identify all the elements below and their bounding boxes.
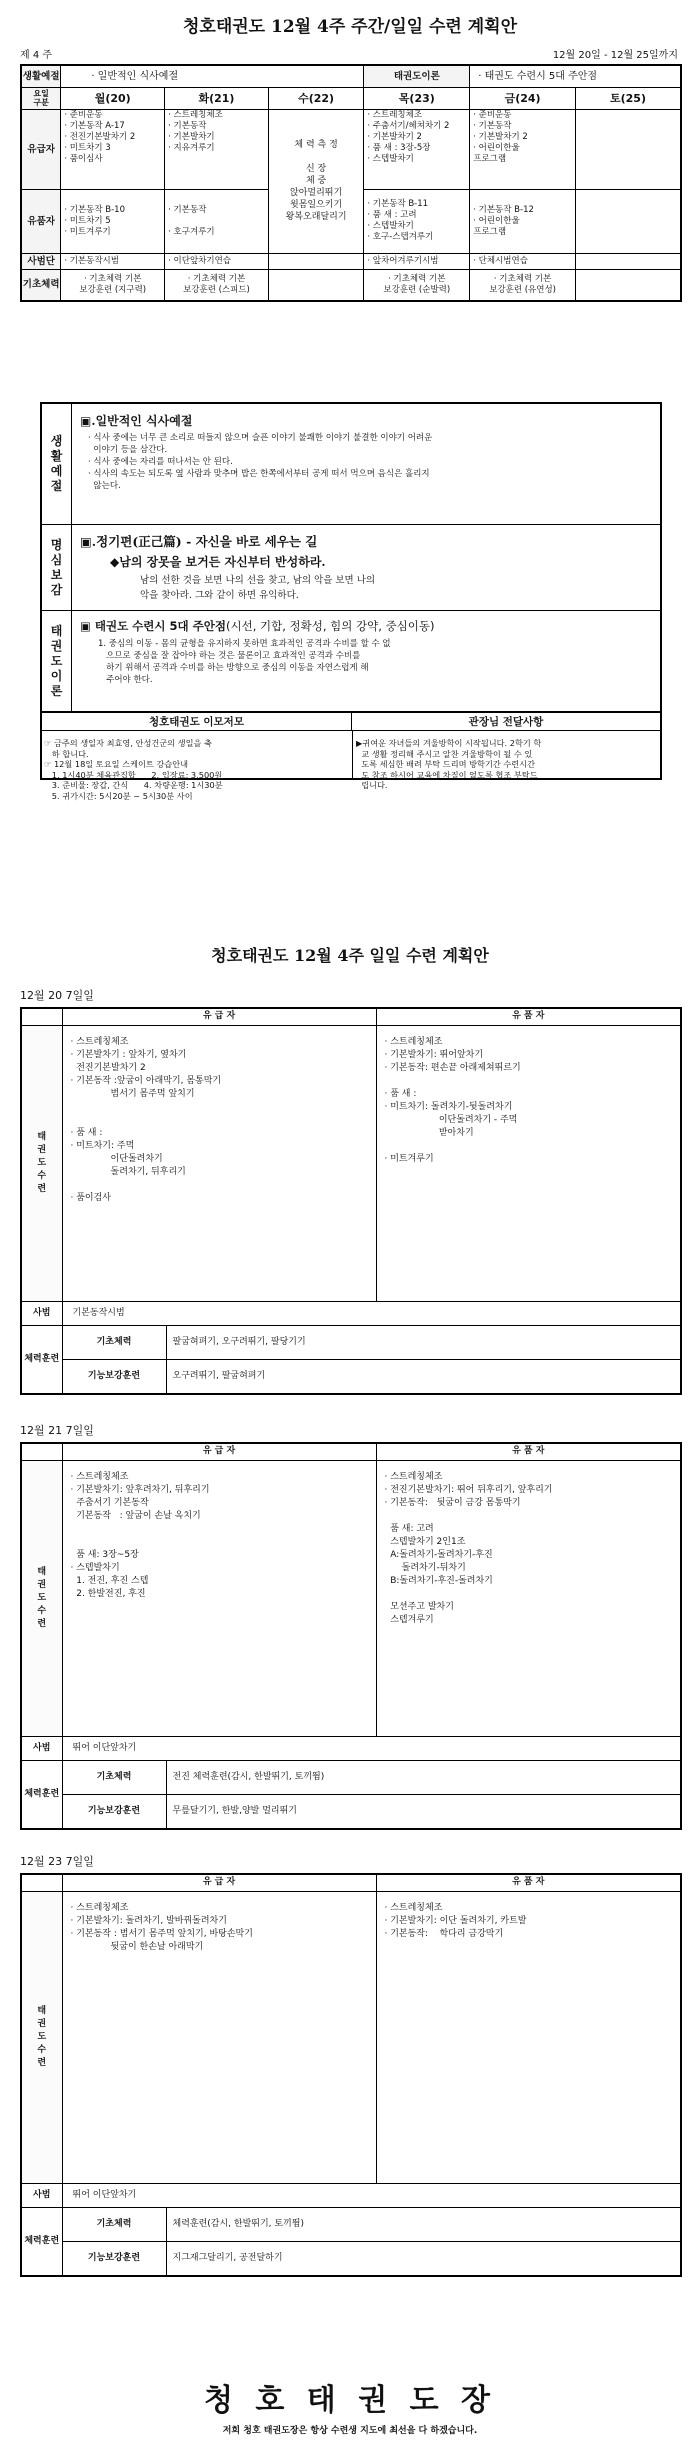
text-line: 립니다. xyxy=(356,780,388,790)
fitness-cell xyxy=(268,269,364,301)
theory-heading-line xyxy=(80,618,656,634)
text-line: 이야기 등을 삼간다. xyxy=(88,445,168,455)
etiquette-side-label-cell xyxy=(42,404,72,524)
dan-cell xyxy=(165,189,269,253)
education-box xyxy=(40,402,662,780)
theory-value: · 태권도 수련시 5대 주안점 xyxy=(470,65,681,87)
text-line: 주어야 한다. xyxy=(98,675,153,685)
youth-plan-cell xyxy=(62,1891,376,2183)
text-line: · 스트레칭체조 xyxy=(168,109,223,120)
day-header: 토(25) xyxy=(575,87,681,109)
text-line: · 미트차기 3 xyxy=(64,142,111,153)
ref-cell xyxy=(575,253,681,269)
text-line: · 품이검사 xyxy=(70,1192,111,1203)
text-line: · 스트레칭체조 xyxy=(70,1902,129,1913)
text-line: 련 xyxy=(37,1183,47,1194)
text-line: · 식사 중에는 자리를 떠나서는 안 된다. xyxy=(88,457,233,467)
day-date-label: 12월 21 7일일 xyxy=(20,1424,94,1437)
text-line: · 스트레칭체조 xyxy=(70,1036,129,1047)
text-line: 도록 세심한 배려 부탁 드리며 방학기간 수련시간 xyxy=(356,759,536,769)
text-line: 돌려차기-뒤차기 xyxy=(384,1562,466,1573)
text-line: ☞ 금주의 생일자 최효영, 안성건군의 생일을 축 xyxy=(44,738,212,748)
dan-cell xyxy=(364,189,470,253)
quote-side-label-cell xyxy=(42,525,72,610)
text-line: 주춤서기 기본동작 xyxy=(70,1497,149,1508)
text-line: · 기본동작 :앞굽이 아래막기, 몸통막기 xyxy=(70,1075,222,1086)
text-line xyxy=(377,1140,681,1153)
footer-slogan: 저희 청호 태권도장은 항상 수련생 지도에 최선을 다 하겠습니다. xyxy=(222,2426,478,2436)
ref-cell xyxy=(268,253,364,269)
text-line: 권 xyxy=(37,1144,47,1155)
quote-subheading: ◆남의 장못을 보거든 자신부터 반성하라. xyxy=(110,555,326,569)
fitness-cell: · 기초체력 기본 보강훈련 (지구력) xyxy=(61,269,165,301)
theory-heading-suffix: (시선, 기합, 정확성, 힘의 강약, 중심이동) xyxy=(225,619,435,633)
theory-side-label: 태권도이론 xyxy=(50,623,63,698)
fitness-row-value: 지그재그달리기, 공전달하기 xyxy=(166,2241,680,2275)
youth-column-header: 유 급 자 xyxy=(62,1875,376,1891)
quote-side-label: 명심보감 xyxy=(50,537,63,597)
text-line: · 기본동작: 뒷굽이 금강 몸통막기 xyxy=(384,1497,521,1508)
text-line xyxy=(63,1536,376,1549)
text-line: 2. 한발전진, 후진 xyxy=(70,1588,146,1599)
ref-side-label: 사범 xyxy=(22,1301,62,1325)
ref-plan-cell: 기본동작시범 xyxy=(62,1301,680,1325)
text-line: 체 중 xyxy=(305,176,327,186)
etiquette-lines xyxy=(80,432,656,492)
text-line: · 기본발차기 : 앞차기, 옆차기 xyxy=(70,1049,187,1060)
text-line: · 지유겨루기 xyxy=(168,142,215,153)
corner-bottom: 구분 xyxy=(33,98,49,107)
text-line: · 어린이한울 xyxy=(473,215,520,226)
dan-column-header: 유 품 자 xyxy=(376,1875,680,1891)
fitness-cell xyxy=(575,269,681,301)
text-line: A:돌려차기-돌려차기-후진 xyxy=(384,1549,493,1560)
dan-plan-cell xyxy=(376,1460,680,1736)
text-line: · 스트레칭체조 xyxy=(70,1471,129,1482)
etiquette-content xyxy=(80,412,656,492)
dan-plan-cell xyxy=(376,1025,680,1301)
ref-cell: · 기본동작시범 xyxy=(61,253,165,269)
text-line: · 준비운동 xyxy=(64,109,103,120)
text-line: 1. 중심의 이동 - 몸의 균형을 유지하지 못하면 효과적인 공격과 수비를 할 수 없 xyxy=(98,639,391,649)
text-line: 도 참조 하시어 교육에 차질이 없도록 협조 부탁드 xyxy=(356,769,538,780)
text-line: 모션주고 발차기 xyxy=(384,1601,454,1612)
text-line: 받아차기 xyxy=(384,1127,474,1138)
youth-column-header: 유 급 자 xyxy=(62,1009,376,1025)
fitness-row-label: 기초체력 xyxy=(21,269,61,301)
text-line: ▶귀여운 자녀들의 겨울방학이 시작됩니다. 2학기 학 xyxy=(356,738,542,748)
ref-plan-cell: 뛰어 이단앞차기 xyxy=(62,2183,680,2207)
day-date-label: 12월 23 7일일 xyxy=(20,1855,94,1868)
fitness-row-name: 기능보강훈련 xyxy=(62,2241,166,2275)
text-line: · 스트레칭체조 xyxy=(384,1036,443,1047)
ref-plan-cell: 뛰어 이단앞차기 xyxy=(62,1736,680,1760)
weekly-plan-table xyxy=(20,64,682,302)
corner-top: 요일 xyxy=(33,89,49,98)
day-date-label: 12월 20 7일일 xyxy=(20,989,94,1002)
text-line: 권 xyxy=(37,1579,47,1590)
text-line: 스텝발차기 2인1조 xyxy=(384,1536,466,1547)
text-line: · 품 새 : 고려 xyxy=(367,210,417,220)
text-line: 프로그램 xyxy=(473,153,507,164)
training-side-label xyxy=(22,1025,62,1301)
daily-plan-table xyxy=(20,1007,682,1395)
corner-cell xyxy=(21,87,61,109)
text-line: 도 xyxy=(37,2031,47,2042)
day-header: 금(24) xyxy=(470,87,576,109)
fitness-side-label: 체력훈련 xyxy=(22,1760,62,1828)
theory-label: 태권도이론 xyxy=(364,65,470,87)
divider xyxy=(352,731,353,778)
text-line: · 품이심사 xyxy=(64,153,103,164)
fitness-row-name: 기초체력 xyxy=(62,1325,166,1359)
youth-cell xyxy=(61,109,165,189)
text-line: · 미트겨루기 xyxy=(384,1153,434,1164)
divider xyxy=(42,524,660,525)
text-line: 왕복오래달리기 xyxy=(285,212,347,222)
divider xyxy=(42,610,660,611)
text-line xyxy=(165,216,268,227)
ref-cell: · 이단앞차기연습 xyxy=(165,253,269,269)
daily-title: 청호태권도 12월 4주 일일 수련 계획안 xyxy=(211,946,489,965)
youth-plan-cell xyxy=(62,1460,376,1736)
text-line: · 호구겨루기 xyxy=(168,226,215,237)
text-line: · 품 새 : xyxy=(384,1088,417,1099)
text-line xyxy=(377,1588,681,1601)
text-line: · 준비운동 xyxy=(473,109,512,120)
daily-plan-table xyxy=(20,1873,682,2277)
footer-name: 청 호 태 권 도 장 xyxy=(203,2383,497,2418)
corner-cell xyxy=(22,1875,62,1891)
fitness-cell: · 기초체력 기본 보강훈련 (유연성) xyxy=(470,269,576,301)
text-line: · 기본동작 B-10 xyxy=(64,204,125,215)
fitness-row-name: 기초체력 xyxy=(62,1760,166,1794)
text-line: 수 xyxy=(37,2044,47,2055)
text-line: · 어린이한울 xyxy=(473,142,520,153)
text-line: · 호구-스텝겨루기 xyxy=(367,232,434,242)
text-line: 1. 1시40분 체육관집합 2. 입장료: 3,500원 xyxy=(44,769,223,780)
text-line: · 기본동작 xyxy=(168,204,207,215)
notice-left-title: 청호태권도 이모저모 xyxy=(42,713,352,731)
week-label: 제 4 주 xyxy=(20,50,53,61)
text-line: ☞ 12월 18일 토요일 스케이트 강습안내 xyxy=(44,759,189,769)
fitness-row-name: 기능보강훈련 xyxy=(62,1359,166,1393)
text-line: 돌려차기, 뒤후리기 xyxy=(70,1166,186,1177)
text-line: · 기본동작 xyxy=(168,120,207,131)
text-line: 스텝겨루기 xyxy=(384,1614,434,1625)
text-line: · 스트레칭체조 xyxy=(384,1471,443,1482)
date-range: 12월 20일 - 12월 25일까지 xyxy=(552,50,678,61)
text-line: 품 새: 3장~5장 xyxy=(70,1549,139,1560)
day-header: 화(21) xyxy=(165,87,269,109)
text-line: · 기본발차기: 돌려차기, 발바꿔돌려차기 xyxy=(70,1915,227,1926)
text-line: 권 xyxy=(37,2018,47,2029)
text-line: 1. 전진, 후진 스텝 xyxy=(70,1575,149,1586)
quote-heading: ▣.정기편(正己篇) - 자신을 바로 세우는 길 xyxy=(80,534,318,549)
text-line: 않는다. xyxy=(88,481,121,491)
text-line: 태 xyxy=(37,1131,47,1142)
ref-side-label: 사범 xyxy=(22,2183,62,2207)
text-line: · 기본동작 xyxy=(473,120,512,131)
fitness-cell: · 기초체력 기본 보강훈련 (순발력) xyxy=(364,269,470,301)
day-header: 목(23) xyxy=(364,87,470,109)
training-side-label xyxy=(22,1460,62,1736)
fitness-row-value: 체력훈련(감시, 한발뛰기, 토끼뜀) xyxy=(166,2207,680,2241)
text-line: 3. 준비물: 장갑, 간식 4. 차량운행: 1시30분 xyxy=(44,780,223,790)
etiquette-value: · 일반적인 식사예절 xyxy=(61,65,364,87)
text-line: · 전진기본발차기 2 xyxy=(64,131,136,142)
etiquette-heading: ▣.일반적인 식사예절 xyxy=(80,414,193,428)
text-line: · 식사 중에는 너무 큰 소리로 떠들지 않으며 슬픈 이야기 불쾌한 이야기 불결한 이야기 어려운 xyxy=(88,433,433,443)
text-line: 악을 찾아라. 그와 같이 하면 유익하다. xyxy=(140,590,299,601)
corner-cell xyxy=(22,1444,62,1460)
daily-plan-table xyxy=(20,1442,682,1830)
text-line: · 품 새 : 3장-5장 xyxy=(367,142,431,153)
dan-cell xyxy=(575,189,681,253)
text-line: 윗몸일으키기 xyxy=(290,200,343,210)
page-title: 청호태권도 12월 4주 주간/일일 수련 계획안 xyxy=(182,17,518,37)
text-line: 전진기본발차기 2 xyxy=(70,1062,146,1073)
text-line: 5. 귀가시간: 5시20분 ~ 5시30분 사이 xyxy=(44,790,193,801)
fitness-row-value: 팔굽혀펴기, 오구려뛰기, 팔당기기 xyxy=(166,1325,680,1359)
ref-row-label: 사범단 xyxy=(21,253,61,269)
youth-cell xyxy=(165,109,269,189)
text-line: · 품 새 : xyxy=(70,1127,103,1138)
text-line: · 기본동작: 학다리 금강막기 xyxy=(384,1928,504,1939)
fitness-test-cell xyxy=(268,109,364,253)
fitness-cell: · 기초체력 기본 보강훈련 (스피드) xyxy=(165,269,269,301)
day-header: 월(20) xyxy=(61,87,165,109)
text-line xyxy=(377,1075,681,1088)
etiquette-label: 생활예절 xyxy=(21,65,61,87)
text-line xyxy=(63,1179,376,1192)
text-line: 으므로 중심을 잘 잡아야 하는 것은 물론이고 효과적인 공격과 수비를 xyxy=(98,651,361,661)
youth-plan-cell xyxy=(62,1025,376,1301)
text-line: 태 xyxy=(37,1566,47,1577)
fitness-side-label: 체력훈련 xyxy=(22,1325,62,1393)
text-line: · 기본동작 A-17 xyxy=(64,120,125,131)
text-line: 교 생활 정리해 주시고 알찬 겨울방학이 될 수 있 xyxy=(356,748,533,759)
text-line: 기본동작 : 앞굽이 손날 옥치기 xyxy=(70,1510,201,1521)
dan-cell xyxy=(61,189,165,253)
youth-cell xyxy=(470,109,576,189)
text-line: B:돌려차기-후진-돌려차기 xyxy=(384,1575,493,1586)
text-line: · 기본동작: 편손끝 아래제쳐뛰르기 xyxy=(384,1062,521,1073)
fitness-row-value: 무릎달기기, 한발,양발 멀리뛰기 xyxy=(166,1794,680,1828)
text-line: · 전진기본발차기: 뛰어 뒤후리기, 앞후리기 xyxy=(384,1484,553,1495)
youth-column-header: 유 급 자 xyxy=(62,1444,376,1460)
text-line: · 기본발차기: 뛰어앞차기 xyxy=(384,1049,484,1060)
dan-plan-cell xyxy=(376,1891,680,2183)
text-line: · 기본동작 : 범서기 몸주먹 앞치기, 바탕손막기 xyxy=(70,1928,253,1939)
training-side-label xyxy=(22,1891,62,2183)
text-line: 앉아멀리뛰기 xyxy=(290,188,343,198)
ref-cell: · 단체시범연습 xyxy=(470,253,576,269)
text-line: · 미트겨루기 xyxy=(64,226,111,237)
text-line: 련 xyxy=(37,2057,47,2068)
text-line: 뒷굽이 한손날 아래막기 xyxy=(70,1941,204,1952)
notice-left-lines xyxy=(44,738,344,801)
corner-cell xyxy=(22,1009,62,1025)
theory-side-label-cell xyxy=(42,611,72,711)
text-line: · 기본발차기: 앞후려차기, 뒤후리기 xyxy=(70,1484,210,1495)
text-line: 수 xyxy=(37,1170,47,1181)
quote-content xyxy=(80,532,656,603)
text-line: · 미트차기: 주먹 xyxy=(70,1140,135,1151)
ref-side-label: 사범 xyxy=(22,1736,62,1760)
text-line: 하기 위해서 공격과 수비를 하는 방향으로 중심의 이동을 자연스럽게 해 xyxy=(98,663,369,673)
text-line: · 미트차기 5 xyxy=(64,215,111,226)
text-line: · 미트차기: 돌려차기-뒷돌려차기 xyxy=(384,1101,513,1112)
text-line: · 스텝발차기 xyxy=(70,1562,120,1573)
text-line xyxy=(63,1114,376,1127)
text-line: 범서기 몸주먹 앞치기 xyxy=(70,1088,195,1099)
notice-right-title: 관장님 전달사항 xyxy=(352,713,660,731)
dan-column-header: 유 품 자 xyxy=(376,1444,680,1460)
text-line: 하 합니다. xyxy=(44,748,89,759)
text-line: · 기본발차기: 이단 돌려차기, 카트발 xyxy=(384,1915,527,1926)
quote-lines xyxy=(80,573,656,603)
text-line: 도 xyxy=(37,1592,47,1603)
dan-row-label: 유품자 xyxy=(21,189,61,253)
fitness-row-name: 기초체력 xyxy=(62,2207,166,2241)
text-line: 태 xyxy=(37,2005,47,2016)
text-line xyxy=(377,1510,681,1523)
text-line: 이단돌려차기 - 주먹 xyxy=(384,1114,518,1125)
text-line: 체 력 측 정 xyxy=(294,140,338,150)
day-header: 수(22) xyxy=(268,87,364,109)
text-line: · 기본발차기 xyxy=(168,131,215,142)
text-line: · 기본동작 B-12 xyxy=(473,204,534,215)
text-line: · 스텝발차기 xyxy=(367,153,414,164)
theory-lines xyxy=(80,638,656,686)
text-line: · 스트레칭체조 xyxy=(367,109,423,120)
fitness-row-value: 전진 체력훈련(감시, 한발뛰기, 토끼뜀) xyxy=(166,1760,680,1794)
youth-cell xyxy=(364,109,470,189)
theory-heading: ▣ 태권도 수련시 5대 주안점 xyxy=(80,619,226,633)
theory-content xyxy=(80,618,656,686)
text-line: 남의 선한 것을 보면 나의 선을 찾고, 남의 악을 보면 나의 xyxy=(140,575,376,586)
text-line: 신 장 xyxy=(305,164,327,174)
text-line: 도 xyxy=(37,1157,47,1168)
text-line: 품 새: 고려 xyxy=(384,1523,434,1534)
youth-row-label: 유급자 xyxy=(21,109,61,189)
etiquette-side-label: 생활예절 xyxy=(50,434,63,493)
text-line: 련 xyxy=(37,1618,47,1629)
text-line: · 식사의 속도는 되도록 옆 사람과 맞추며 밥은 한쪽에서부터 공게 떠서 먹으며 음식은 흘리지 xyxy=(88,469,430,479)
text-line: · 스트레칭체조 xyxy=(384,1902,443,1913)
text-line: · 기본동작 B-11 xyxy=(367,199,429,209)
text-line: 이단돌려차기 xyxy=(70,1153,163,1164)
dan-cell xyxy=(470,189,576,253)
text-line xyxy=(63,1523,376,1536)
youth-cell xyxy=(575,109,681,189)
text-line: · 스텝발차기 xyxy=(367,221,414,231)
fitness-row-name: 기능보강훈련 xyxy=(62,1794,166,1828)
text-line: · 기본발차기 2 xyxy=(473,131,528,142)
fitness-side-label: 체력훈련 xyxy=(22,2207,62,2275)
text-line: · 기본발차기 2 xyxy=(367,131,422,142)
notice-right-lines xyxy=(356,738,656,791)
ref-cell: · 앞차어겨루기시범 xyxy=(364,253,470,269)
dan-column-header: 유 품 자 xyxy=(376,1009,680,1025)
text-line: · 주춤서기/헤쳐차기 2 xyxy=(367,120,450,131)
text-line: 프로그램 xyxy=(473,226,507,237)
fitness-row-value: 오구려뛰기, 팔굽혀펴기 xyxy=(166,1359,680,1393)
text-line xyxy=(63,1101,376,1114)
text-line: 수 xyxy=(37,1605,47,1616)
text-line xyxy=(269,151,364,163)
